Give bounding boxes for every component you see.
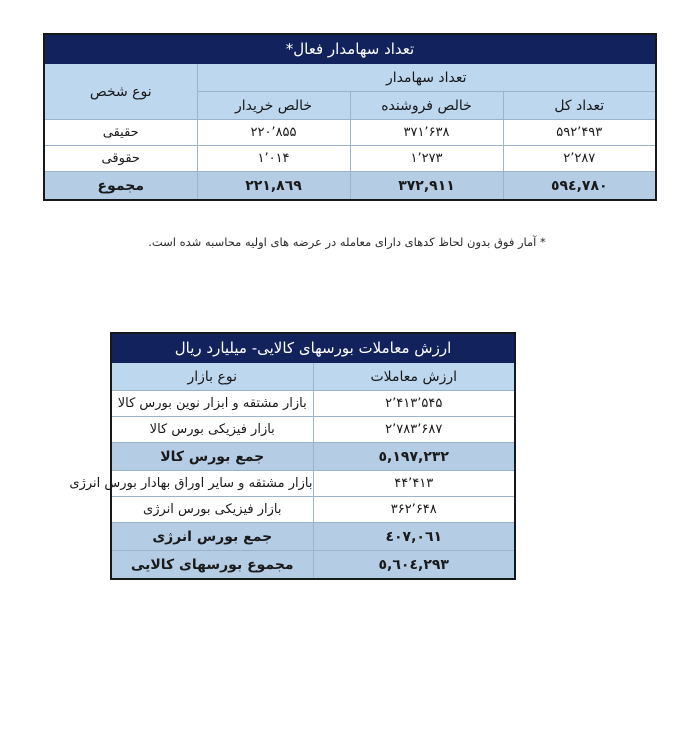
cell-market-type: جمع بورس انرژی [111,523,313,551]
table-row [111,471,515,497]
shareholders-group-header: تعداد سهامدار [197,64,656,92]
table-group-header-row [44,64,656,92]
cell-person-type: حقوقی [44,146,197,172]
table-column-header-row [111,363,515,391]
cell-trade-value: ٤٠٧,٠٦١ [313,523,515,551]
cell-net-seller: ۱٬۲۷۳ [350,146,503,172]
table-banner-row [111,333,515,363]
cell-trade-value: ۲٬۴۱۳٬۵۴۵ [313,391,515,417]
footnote-text: * آمار فوق بدون لحاظ کدهای دارای معامله در عرضه های اولیه محاسبه شده است. [148,235,546,249]
cell-person-type: حقیقی [44,120,197,146]
commodity-table-title: ارزش معاملات بورسهای کالایی- میلیارد ریال [111,333,515,363]
cell-total-count: ۵۹۲٬۴۹۳ [503,120,656,146]
cell-trade-value: ۳۶۲٬۶۴۸ [313,497,515,523]
table-subtotal-row [111,443,515,471]
total-cell-net-buyer: ٢٢١,٨٦٩ [197,172,350,201]
total-cell-person-type: مجموع [44,172,197,201]
column-header-trade-value: ارزش معاملات [313,363,515,391]
cell-market-type: مجموع بورسهای کالایی [111,551,313,580]
cell-market-type: بازار فیزیکی بورس انرژی [111,497,313,523]
table-subtotal-row [111,523,515,551]
cell-market-type: بازار مشتقه و سایر اوراق بهادار بورس انرژی [111,471,313,497]
column-header-market-type: نوع بازار [111,363,313,391]
total-cell-net-seller: ٣٧٢,٩١١ [350,172,503,201]
column-header-net-seller: خالص فروشنده [350,92,503,120]
cell-trade-value: ۴۴٬۴۱۳ [313,471,515,497]
cell-market-type: بازار مشتقه و ابزار نوین بورس کالا [111,391,313,417]
table-banner-row [44,34,656,64]
cell-net-buyer: ۲۲۰٬۸۵۵ [197,120,350,146]
cell-net-buyer: ۱٬۰۱۴ [197,146,350,172]
table-row [111,417,515,443]
cell-market-type: بازار فیزیکی بورس کالا [111,417,313,443]
shareholders-table-title: تعداد سهامدار فعال* [44,34,656,64]
table-total-row [44,172,656,201]
table-total-row [111,551,515,580]
column-header-net-buyer: خالص خریدار [197,92,350,120]
table-row [111,391,515,417]
cell-trade-value: ٥,٦٠٤,٢٩٣ [313,551,515,580]
table-row [44,120,656,146]
table-row [44,146,656,172]
cell-net-seller: ۳۷۱٬۶۳۸ [350,120,503,146]
table-row [111,497,515,523]
cell-total-count: ۲٬۲۸۷ [503,146,656,172]
commodity-table [69,332,516,580]
column-header-person-type: نوع شخص [44,64,197,120]
cell-market-type: جمع بورس کالا [111,443,313,471]
cell-trade-value: ٥,١٩٧,٢٣٢ [313,443,515,471]
column-header-total-count: تعداد کل [503,92,656,120]
total-cell-total-count: ٥٩٤,٧٨٠ [503,172,656,201]
cell-trade-value: ۲٬۷۸۳٬۶۸۷ [313,417,515,443]
shareholders-table [43,33,657,201]
